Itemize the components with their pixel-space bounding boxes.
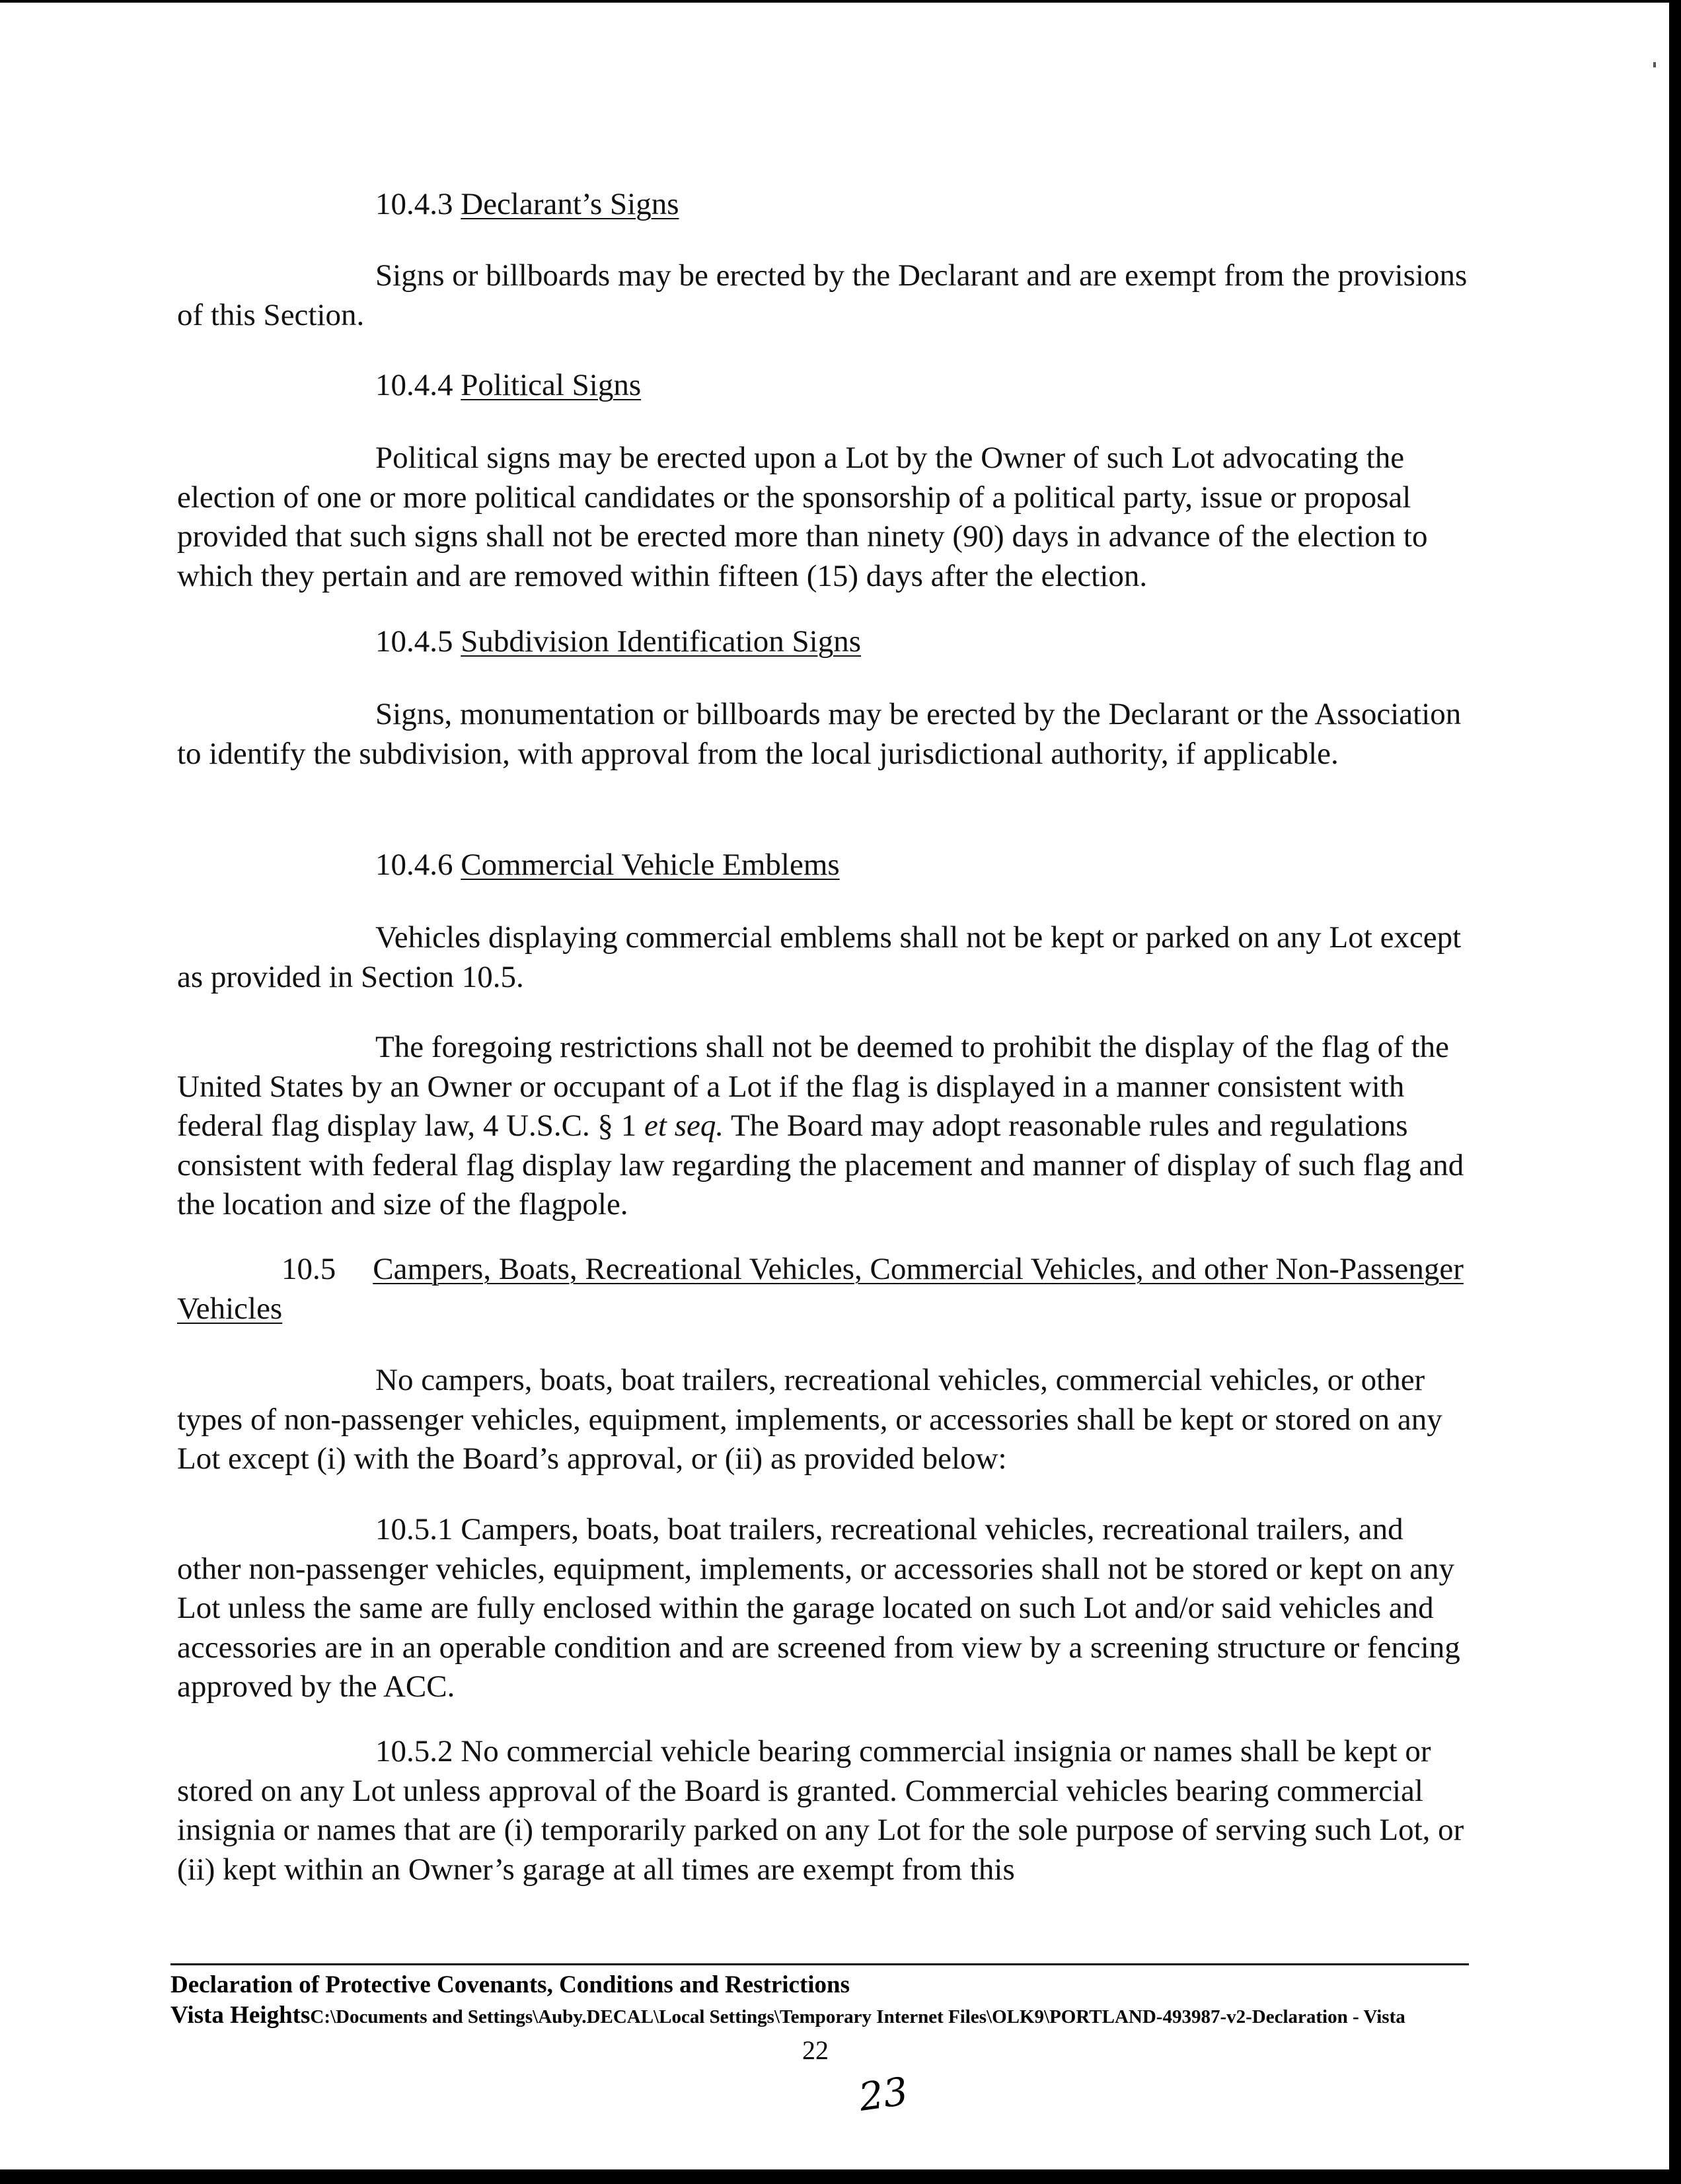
flag-text-part2: The Board may adopt reasonable rules and regulations consistent with federal flag display law regarding the placement and manner of display of such flag and the location and size of the flagpole. — [177, 1109, 1464, 1221]
heading-10-4-5 — [177, 622, 1472, 662]
heading-10-4-4 — [177, 366, 1472, 406]
heading-number: 10.5 — [281, 1252, 336, 1286]
flag-text-italic: et seq. — [644, 1109, 724, 1143]
paragraph-10-5-intro: No campers, boats, boat trailers, recreational vehicles, commercial vehicles, or other types of non-passenger vehicles, equipment, implements, or accessories shall be kept or stored on any Lot except (i) with the Board’s approval, or (ii) as provided below: — [177, 1363, 1442, 1476]
heading-10-4-3 — [177, 185, 1472, 225]
paragraph-flag — [177, 1028, 1472, 1225]
paragraph-10-4-5: Signs, monumentation or billboards may be erected by the Declarant or the Association to identify the subdivision, with approval from the local jurisdictional authority, if applicable. — [177, 697, 1462, 771]
handwritten-page-number: 23 — [856, 2068, 911, 2120]
footer — [170, 1970, 1405, 2032]
heading-title: Campers, Boats, Recreational Vehicles, Commercial Vehicles, and other Non-Passenger Vehicles — [177, 1252, 1464, 1326]
paragraph-10-4-6: Vehicles displaying commercial emblems shall not be kept or parked on any Lot except as provided in Section 10.5. — [177, 920, 1462, 994]
paragraph-10-4-3: Signs or billboards may be erected by the Declarant and are exempt from the provisions of this Section. — [177, 258, 1468, 332]
heading-title: Commercial Vehicle Emblems — [461, 848, 840, 882]
scan-speck — [1653, 62, 1656, 67]
paragraph-10-5-1: 10.5.1 Campers, boats, boat trailers, recreational vehicles, recreational trailers, and other non-passenger vehicles, equipment, implements, or accessories shall not be stored or kept on any Lot unless the same are fully enclosed within the garage located on such Lot and/or said vehicles and accessories are in an operable condition and are screened from view by a screening structure or fencing approved by the ACC. — [177, 1512, 1460, 1704]
heading-number: 10.4.5 — [375, 624, 453, 659]
flag-text-part1: The foregoing restrictions shall not be deemed to prohibit the display of the flag of the United States by an Owner or occupant of a Lot if the flag is displayed in a manner consistent with federal flag display law, 4 U.S.C. § 1 — [177, 1030, 1449, 1143]
footer-file-path: C:\Documents and Settings\Auby.DECAL\Local Settings\Temporary Internet Files\OLK9\PORTLAND-493987-v2-Declaration - Vista — [310, 2006, 1405, 2027]
heading-title: Subdivision Identification Signs — [461, 624, 862, 659]
footer-title: Declaration of Protective Covenants, Conditions and Restrictions — [170, 1971, 850, 1998]
heading-title: Political Signs — [461, 368, 642, 402]
footer-project-name: Vista Heights — [170, 2002, 311, 2029]
heading-number: 10.4.3 — [375, 187, 453, 221]
paragraph-10-4-4: Political signs may be erected upon a Lot by the Owner of such Lot advocating the election of one or more political candidates or the sponsorship of a political party, issue or proposal provided that such signs shall not be erected more than ninety (90) days in advance of the election to which they pertain and are removed within fifteen (15) days after the election. — [177, 441, 1428, 593]
paragraph-10-5-2: 10.5.2 No commercial vehicle bearing commercial insignia or names shall be kept or stored on any Lot unless approval of the Board is granted. Commercial vehicles bearing commercial insignia or names that are (i) temporarily parked on any Lot for the sole purpose of serving such Lot, or (ii) kept within an Owner’s garage at all times are exempt from this — [177, 1734, 1464, 1887]
heading-number: 10.4.4 — [375, 368, 453, 402]
footer-rule — [170, 1963, 1469, 1965]
page-number: 22 — [802, 2035, 829, 2065]
heading-10-4-6 — [177, 846, 1472, 885]
heading-title: Declarant’s Signs — [461, 187, 679, 221]
heading-10-5 — [177, 1250, 1472, 1329]
heading-number: 10.4.6 — [375, 848, 453, 882]
footer-subtitle — [170, 2000, 1405, 2032]
